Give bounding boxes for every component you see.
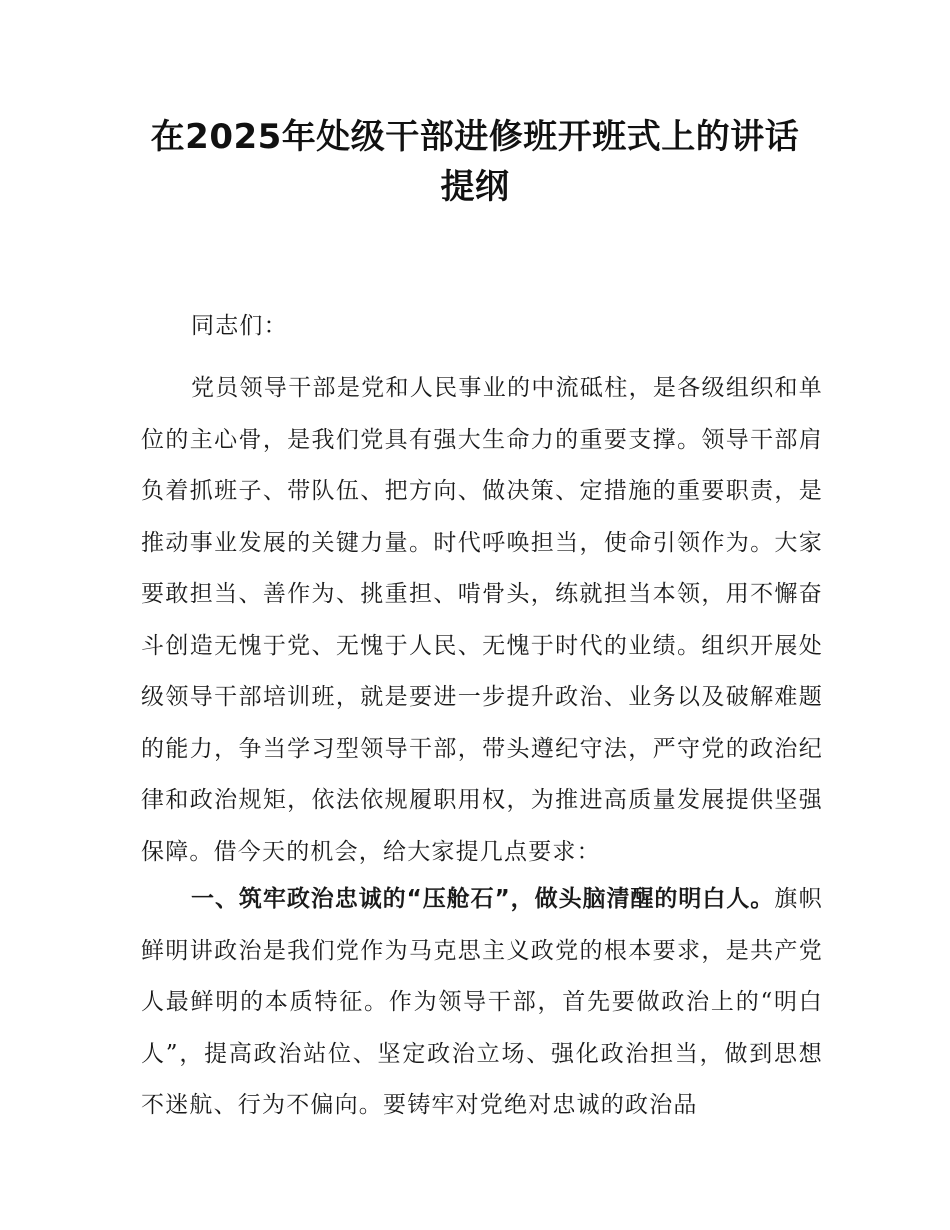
salutation: 同志们： xyxy=(191,313,288,339)
intro-paragraph: 党员领导干部是党和人民事业的中流砥柱，是各级组织和单位的主心骨，是我们党具有强大生命力的重要支撑。领导干部肩负着抓班子、带队伍、把方向、做决策、定措施的重要职责，是推动事业发展的关键力量。时代呼唤担当，使命引领作为。大家要敢担当、善作为、挑重担、啃骨头，练就担当本领，用不懈奋斗创造无愧于党、无愧于人民、无愧于时代的业绩。组织开展处级领导干部培训班，就是要进一步提升政治、业务以及破解难题的能力，争当学习型领导干部，带头遵纪守法，严守党的政治纪律和政治规矩，依法依规履职用权，为推进高质量发展提供坚强保障。借今天的机会，给大家提几点要求： xyxy=(141,375,823,865)
document-title: 在2025年处级干部进修班开班式上的讲话提纲 xyxy=(150,117,800,207)
section-1-paragraph xyxy=(141,874,823,1132)
section-1-text: 旗帜鲜明讲政治是我们党作为马克思主义政党的根本要求，是共产党人最鲜明的本质特征。作为领导干部，首先要做政治上的“明白人”，提高政治站位、坚定政治立场、强化政治担当，做到思想不迷航、行为不偏向。要铸牢对党绝对忠诚的政治品 xyxy=(141,886,823,1118)
section-1-heading: 一、筑牢政治忠诚的“压舱石”，做头脑清醒的明白人。 xyxy=(191,886,775,912)
